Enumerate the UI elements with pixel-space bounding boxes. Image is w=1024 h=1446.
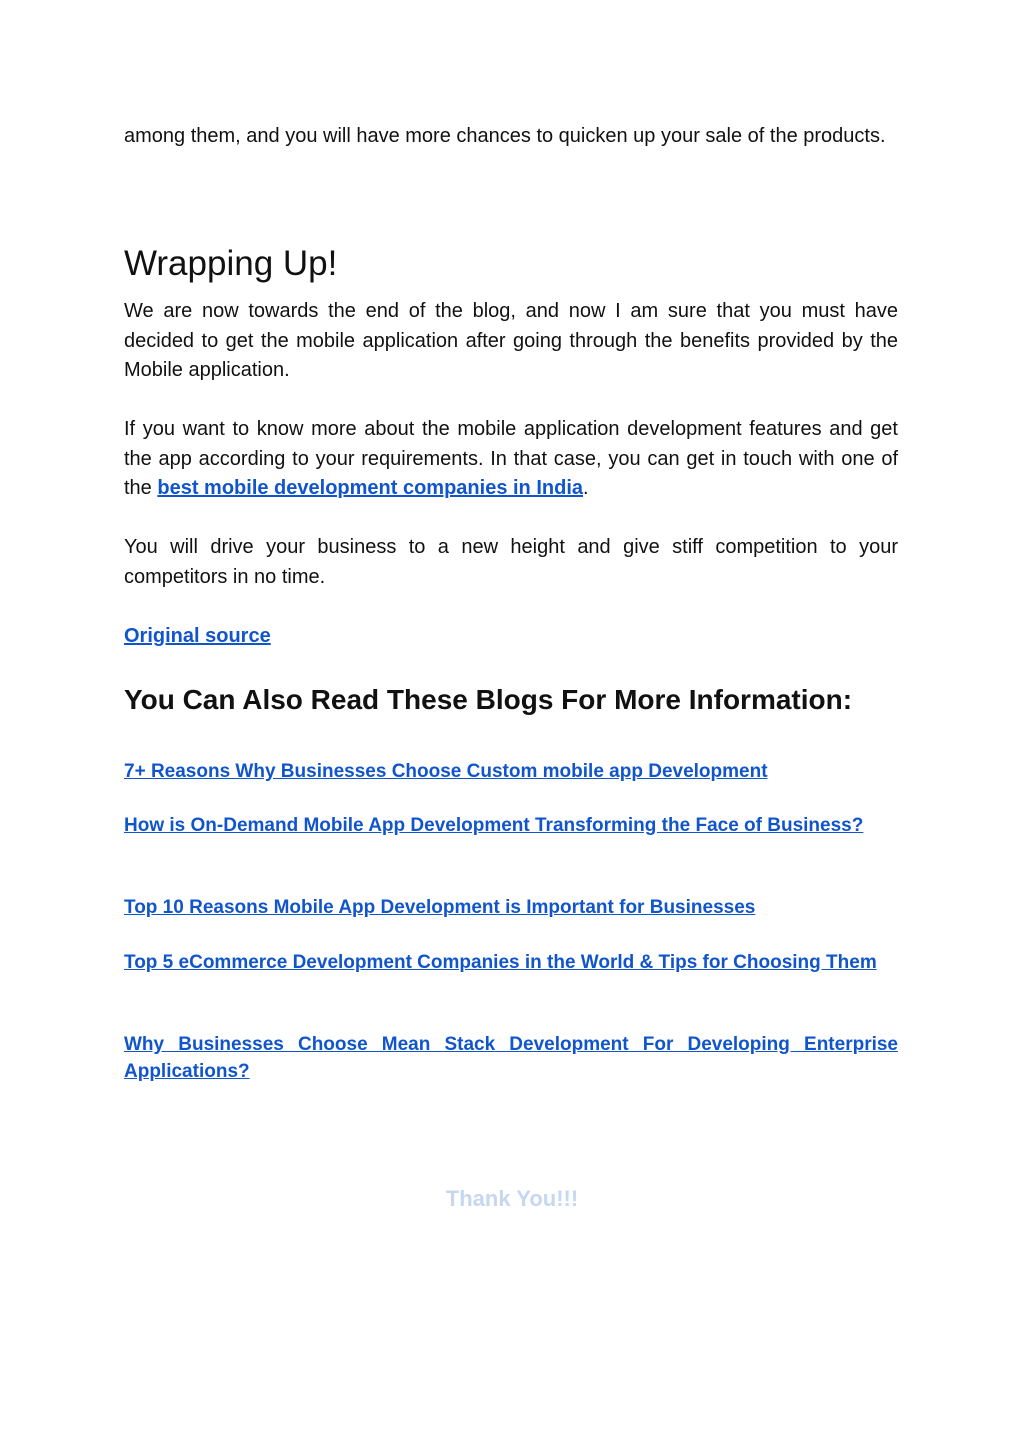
blog-link-mean-stack[interactable]: Why Businesses Choose Mean Stack Development For Developing Enterprise Applications?: [124, 1034, 898, 1082]
blog-link-item: [124, 949, 898, 976]
blog-link-custom-mobile-app[interactable]: 7+ Reasons Why Businesses Choose Custom mobile app Development: [124, 761, 768, 782]
original-source-paragraph: [124, 622, 898, 652]
wrapping-paragraph-2-text: If you want to know more about the mobile application development features and get the app according to your requirements. In that case, you can get in touch with one of the: [124, 418, 898, 499]
blog-link-top-5-ecommerce[interactable]: Top 5 eCommerce Development Companies in the World & Tips for Choosing Them: [124, 952, 877, 973]
wrapping-up-heading: Wrapping Up!: [124, 244, 338, 283]
original-source-link[interactable]: Original source: [124, 625, 271, 647]
thank-you-text: Thank You!!!: [445, 1186, 579, 1211]
blog-link-item: [124, 1031, 898, 1085]
also-read-heading: You Can Also Read These Blogs For More Information:: [124, 684, 853, 715]
blog-link-item: [124, 758, 898, 785]
wrapping-paragraph-1: We are now towards the end of the blog, and now I am sure that you must have decided to get the mobile application after going through the benefits provided by the Mobile application.: [124, 300, 898, 381]
wrapping-paragraph-3: You will drive your business to a new height and give stiff competition to your competitors in no time.: [124, 536, 898, 588]
blog-link-item: [124, 894, 898, 921]
blog-link-on-demand-mobile-app[interactable]: How is On-Demand Mobile App Development Transforming the Face of Business?: [124, 815, 864, 836]
blog-link-item: [124, 812, 898, 839]
wrapping-paragraph-2-end: .: [583, 477, 589, 499]
best-mobile-companies-link[interactable]: best mobile development companies in India: [157, 477, 584, 499]
blog-link-top-10-reasons[interactable]: Top 10 Reasons Mobile App Development is Important for Businesses: [124, 897, 756, 918]
wrapping-paragraph-2: [124, 415, 898, 504]
intro-paragraph: among them, and you will have more chances to quicken up your sale of the products.: [124, 125, 886, 147]
